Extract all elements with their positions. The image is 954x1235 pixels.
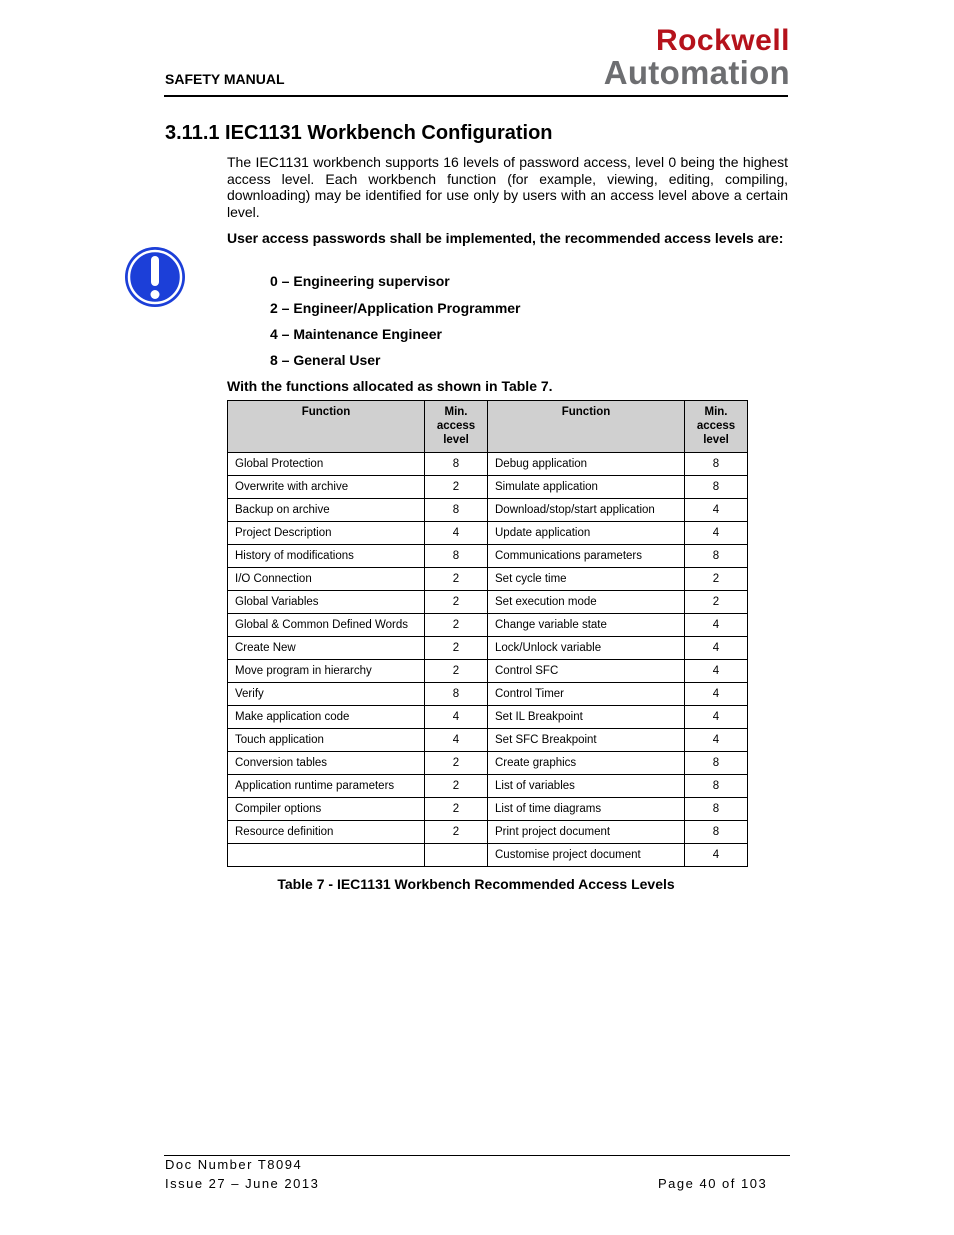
page-number: Page 40 of 103: [658, 1176, 768, 1191]
access-level-cell: 8: [685, 798, 748, 821]
access-level-item: 4 – Maintenance Engineer: [270, 326, 442, 342]
function-cell: Set cycle time: [488, 568, 685, 591]
table-header-row: [228, 401, 748, 453]
function-cell: Verify: [228, 683, 425, 706]
access-level-cell: 2: [425, 591, 488, 614]
table-row: [228, 522, 748, 545]
function-cell: Lock/Unlock variable: [488, 637, 685, 660]
table-intro: With the functions allocated as shown in Table 7.: [227, 378, 553, 394]
function-cell: List of variables: [488, 775, 685, 798]
table-row: [228, 591, 748, 614]
function-cell: Set SFC Breakpoint: [488, 729, 685, 752]
access-level-cell: 4: [425, 522, 488, 545]
rockwell-automation-logo: [552, 26, 790, 89]
function-cell: Create graphics: [488, 752, 685, 775]
access-level-cell: 8: [685, 775, 748, 798]
table-row: [228, 660, 748, 683]
access-level-cell: 8: [685, 821, 748, 844]
access-level-cell: 8: [685, 752, 748, 775]
column-header-min-access-level: Min. access level: [425, 401, 488, 453]
table-row: [228, 798, 748, 821]
table-row: [228, 568, 748, 591]
function-cell: List of time diagrams: [488, 798, 685, 821]
access-level-cell: 2: [425, 568, 488, 591]
table-row: [228, 706, 748, 729]
access-level-item: 2 – Engineer/Application Programmer: [270, 300, 521, 316]
access-level-cell: 8: [425, 683, 488, 706]
section-heading: 3.11.1 IEC1131 Workbench Configuration: [165, 122, 553, 144]
access-level-cell: 4: [685, 683, 748, 706]
function-cell: History of modifications: [228, 545, 425, 568]
function-cell: Move program in hierarchy: [228, 660, 425, 683]
function-cell: Customise project document: [488, 844, 685, 867]
warning-text: User access passwords shall be implemented, the recommended access levels are:: [227, 230, 784, 246]
function-cell: Global Protection: [228, 453, 425, 476]
access-level-cell: [425, 844, 488, 867]
access-level-cell: 4: [685, 729, 748, 752]
access-level-cell: 2: [425, 752, 488, 775]
table-row: [228, 637, 748, 660]
logo-line-2: Automation: [603, 54, 790, 91]
function-cell: Set IL Breakpoint: [488, 706, 685, 729]
access-level-cell: 8: [685, 545, 748, 568]
issue-date: Issue 27 – June 2013: [165, 1176, 320, 1191]
footer-divider: [164, 1155, 790, 1156]
access-level-cell: 8: [425, 545, 488, 568]
function-cell: Change variable state: [488, 614, 685, 637]
access-level-cell: 2: [425, 821, 488, 844]
doc-number: Doc Number T8094: [165, 1157, 303, 1172]
access-level-cell: 4: [685, 844, 748, 867]
table-row: [228, 752, 748, 775]
function-cell: Overwrite with archive: [228, 476, 425, 499]
function-cell: Control SFC: [488, 660, 685, 683]
function-cell: Backup on archive: [228, 499, 425, 522]
function-cell: Application runtime parameters: [228, 775, 425, 798]
function-cell: Set execution mode: [488, 591, 685, 614]
access-level-cell: 4: [685, 499, 748, 522]
access-level-cell: 2: [425, 798, 488, 821]
intro-paragraph: The IEC1131 workbench supports 16 levels of password access, level 0 being the highest access level. Each workbench function (for example, viewing, editing, compiling, downloading) may be identified for use only by users with an access level above a certain level.: [227, 154, 788, 220]
table-row: [228, 821, 748, 844]
function-cell: Update application: [488, 522, 685, 545]
access-level-cell: 4: [685, 614, 748, 637]
access-level-cell: 8: [425, 499, 488, 522]
exclamation-icon: [124, 246, 186, 308]
access-level-cell: 4: [685, 706, 748, 729]
table-caption: Table 7 - IEC1131 Workbench Recommended Access Levels: [277, 876, 675, 892]
function-cell: Debug application: [488, 453, 685, 476]
access-level-item: 8 – General User: [270, 352, 381, 368]
access-level-cell: 8: [425, 453, 488, 476]
table-row: [228, 499, 748, 522]
function-cell: Print project document: [488, 821, 685, 844]
table-row: [228, 614, 748, 637]
document-title: SAFETY MANUAL: [165, 71, 285, 87]
function-cell: Make application code: [228, 706, 425, 729]
access-level-item: 0 – Engineering supervisor: [270, 273, 450, 289]
table-row: [228, 729, 748, 752]
function-cell: Create New: [228, 637, 425, 660]
access-level-cell: 2: [425, 476, 488, 499]
access-level-cell: 4: [425, 706, 488, 729]
function-cell: Conversion tables: [228, 752, 425, 775]
function-cell: Download/stop/start application: [488, 499, 685, 522]
function-cell: Control Timer: [488, 683, 685, 706]
function-cell: I/O Connection: [228, 568, 425, 591]
access-level-cell: 4: [685, 637, 748, 660]
function-cell: Simulate application: [488, 476, 685, 499]
function-cell: Touch application: [228, 729, 425, 752]
column-header-function: Function: [228, 401, 425, 453]
access-level-cell: 2: [685, 591, 748, 614]
function-cell: [228, 844, 425, 867]
function-cell: Global Variables: [228, 591, 425, 614]
header-divider: [164, 95, 788, 97]
access-levels-table: [227, 400, 748, 867]
table-row: [228, 844, 748, 867]
access-level-cell: 2: [425, 660, 488, 683]
table-row: [228, 453, 748, 476]
access-level-cell: 2: [425, 614, 488, 637]
function-cell: Resource definition: [228, 821, 425, 844]
access-level-cell: 8: [685, 476, 748, 499]
access-level-cell: 8: [685, 453, 748, 476]
column-header-function: Function: [488, 401, 685, 453]
column-header-min-access-level: Min. access level: [685, 401, 748, 453]
function-cell: Project Description: [228, 522, 425, 545]
access-level-cell: 2: [685, 568, 748, 591]
table-row: [228, 775, 748, 798]
access-level-cell: 4: [685, 660, 748, 683]
function-cell: Communications parameters: [488, 545, 685, 568]
access-level-cell: 4: [685, 522, 748, 545]
table-row: [228, 476, 748, 499]
access-level-cell: 4: [425, 729, 488, 752]
table-row: [228, 545, 748, 568]
logo-line-1: Rockwell: [655, 24, 790, 57]
access-level-cell: 2: [425, 637, 488, 660]
function-cell: Global & Common Defined Words: [228, 614, 425, 637]
table-row: [228, 683, 748, 706]
access-level-cell: 2: [425, 775, 488, 798]
function-cell: Compiler options: [228, 798, 425, 821]
